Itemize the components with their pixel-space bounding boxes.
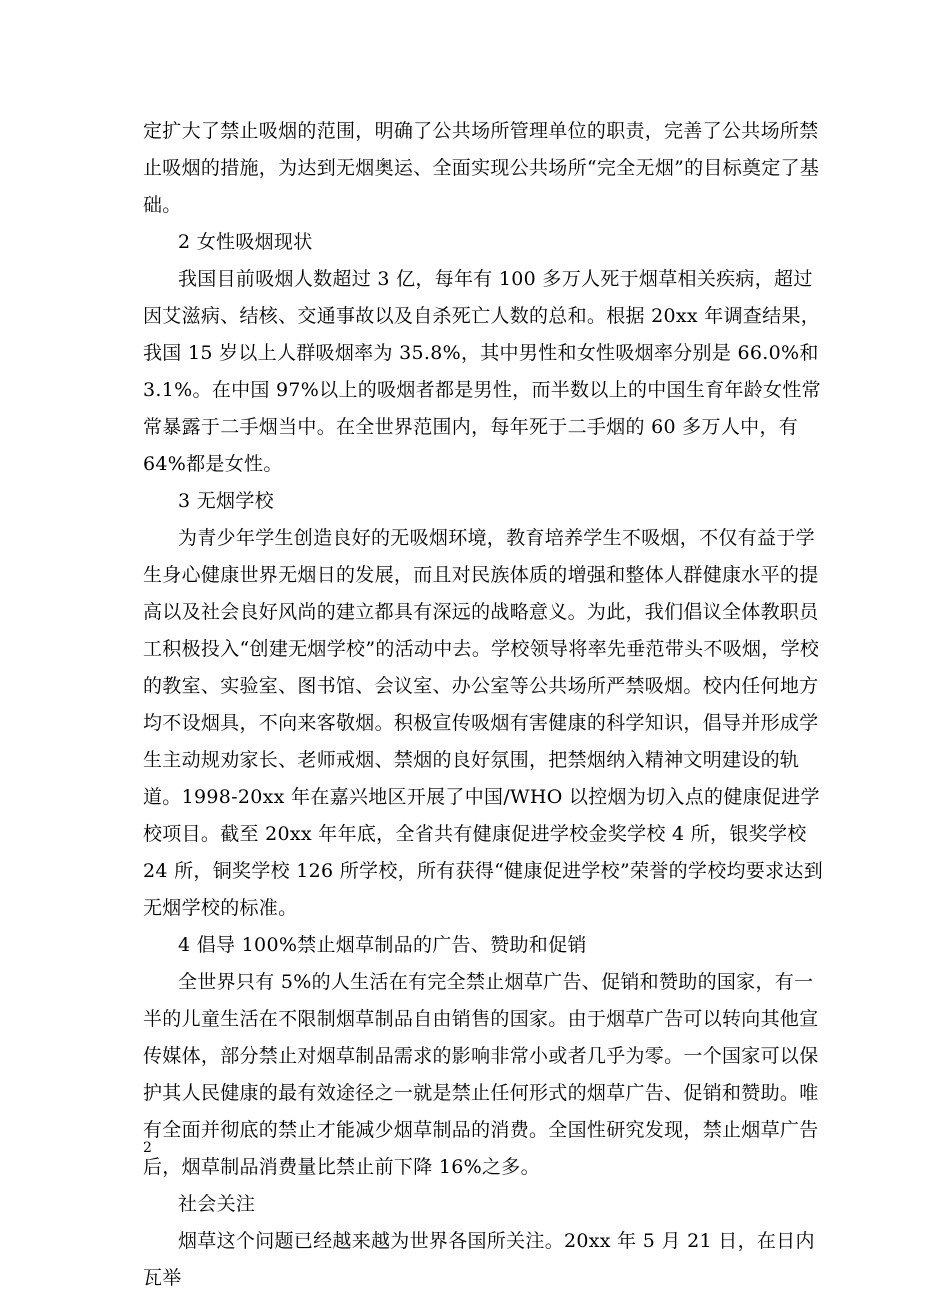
paragraph-female-smoking: 我国目前吸烟人数超过 3 亿，每年有 100 多万人死于烟草相关疾病，超过因艾滋病、结核、交通事故以及自杀死亡人数的总和。根据 20xx 年调查结果，我国 15 岁以上人群吸烟率为 35.8%，其中男性和女性吸烟率分别是 66.0%和 3.1%。在中国 97%以上的吸烟者都是男性，而半数以上的中国生育年龄女性常常暴露于二手烟当中。在全世界范围内，每年死于二手烟的 60 多万人中，有 64%都是女性。 — [143, 268, 821, 475]
page-number: 2 — [143, 1140, 152, 1156]
section-heading-advertising-ban: 4 倡导 100%禁止烟草制品的广告、赞助和促销 — [178, 934, 587, 956]
section-heading-smoke-free-school: 3 无烟学校 — [178, 490, 274, 512]
paragraph-smoke-free-school: 为青少年学生创造良好的无吸烟环境，教育培养学生不吸烟，不仅有益于学生身心健康世界无烟日的发展，而且对民族体质的增强和整体人群健康水平的提高以及社会良好风尚的建立都具有深远的战略意义。为此，我们倡议全体教职员工积极投入“创建无烟学校”的活动中去。学校领导将率先垂范带头不吸烟，学校的教室、实验室、图书馆、会议室、办公室等公共场所严禁吸烟。校内任何地方均不设烟具，不向来客敬烟。积极宣传吸烟有害健康的科学知识，倡导并形成学生主动规劝家长、老师戒烟、禁烟的良好氛围，把禁烟纳入精神文明建设的轨道。1998-20xx 年在嘉兴地区开展了中国/WHO 以控烟为切入点的健康促进学校项目。截至 20xx 年年底，全省共有健康促进学校金奖学校 4 所，银奖学校 24 所，铜奖学校 126 所学校，所有获得“健康促进学校”荣誉的学校均要求达到无烟学校的标准。 — [143, 527, 823, 919]
paragraph-continuation: 定扩大了禁止吸烟的范围，明确了公共场所管理单位的职责，完善了公共场所禁止吸烟的措施，为达到无烟奥运、全面实现公共场所“完全无烟”的目标奠定了基础。 — [143, 120, 820, 216]
section-heading-social-attention: 社会关注 — [178, 1193, 256, 1215]
paragraph-advertising-ban: 全世界只有 5%的人生活在有完全禁止烟草广告、促销和赞助的国家，有一半的儿童生活在不限制烟草制品自由销售的国家。由于烟草广告可以转向其他宣传媒体，部分禁止对烟草制品需求的影响非常小或者几乎为零。一个国家可以保护其人民健康的最有效途径之一就是禁止任何形式的烟草广告、促销和赞助。唯有全面并彻底的禁止才能减少烟草制品的消费。全国性研究发现，禁止烟草广告后，烟草制品消费量比禁止前下降 16%之多。 — [143, 971, 819, 1178]
document-body — [143, 113, 823, 1297]
paragraph-social-attention: 烟草这个问题已经越来越为世界各国所关注。20xx 年 5 月 21 日，在日内瓦举 — [143, 1230, 815, 1289]
section-heading-female-smoking: 2 女性吸烟现状 — [178, 231, 313, 253]
